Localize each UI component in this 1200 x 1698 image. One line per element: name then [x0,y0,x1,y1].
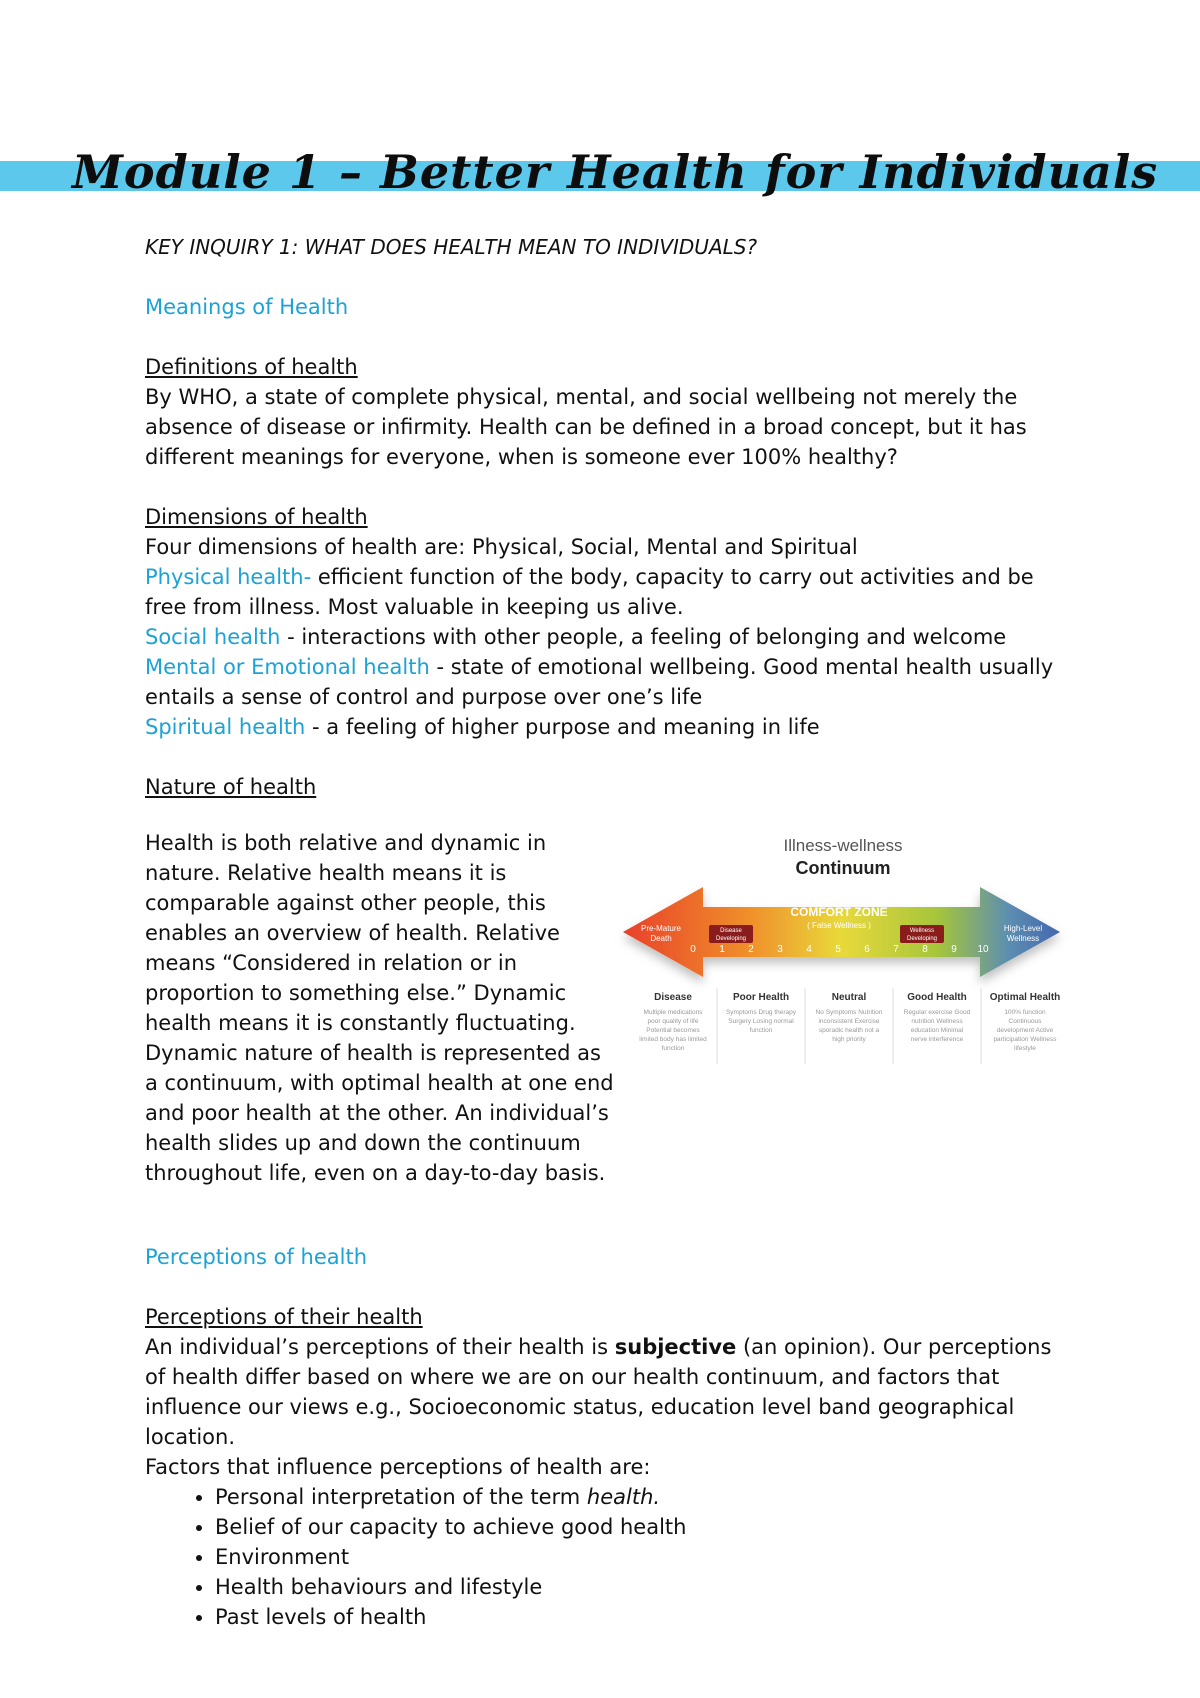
dimension-term: Physical health- [145,565,312,589]
column-description: education Minimal [910,1027,964,1034]
column-label: Poor Health [732,992,790,1003]
list-item [215,1572,1075,1602]
list-item [215,1602,1075,1632]
column-description: Continuous [1008,1018,1042,1025]
dimension-desc: - state of emotional wellbeing. Good mental health usually entails a sense of control and purpose over one’s life [145,655,1054,709]
wellness-box-label-2: Developing [906,936,938,942]
column-description: sporadic health not a [818,1027,880,1034]
dimension-term: Social health [145,625,281,649]
scale-tick-label: 1 [719,944,725,955]
factor-text: Past levels of health [215,1605,427,1629]
right-end-label-2: Wellness [1006,934,1040,943]
scale-tick-label: 2 [748,944,754,955]
disease-box-label-2: Developing [715,936,747,942]
comfort-zone-label: COMFORT ZONE [790,905,888,919]
column-description: Symptoms Drug therapy [725,1009,797,1016]
column-description: Multiple medications [643,1009,703,1016]
subheading-dimensions: Dimensions of health [145,505,368,529]
dimension-social [145,622,1075,652]
perceptions-text-a: An individual’s perceptions of their health is [145,1335,615,1359]
scale-tick-label: 10 [977,944,989,955]
perceptions-text [145,1332,1075,1452]
column-description: development Active [996,1027,1054,1034]
column-description: nerve interference [910,1036,964,1043]
column-label: Good Health [907,992,967,1003]
dimension-term: Spiritual health [145,715,306,739]
continuum-arrow [623,887,1060,977]
continuum-columns [639,988,1060,1064]
dimension-term: Mental or Emotional health [145,655,430,679]
dimension-desc: - a feeling of higher purpose and meaning in life [305,715,820,739]
figure-title-2: Continuum [795,858,891,878]
dimension-desc: efficient function of the body, capacity to carry out activities and be free from illness. Most valuable in keeping us alive. [145,565,1034,619]
section-heading-perceptions: Perceptions of health [145,1245,368,1269]
subheading-nature: Nature of health [145,775,317,799]
disease-box-label-1: Disease [720,928,742,934]
continuum-diagram [615,832,1075,1077]
subheading-perceptions-their-health: Perceptions of their health [145,1305,423,1329]
scale-tick-label: 7 [893,944,899,955]
left-end-label-2: Death [650,934,672,943]
column-description: 100% function [1004,1009,1046,1016]
scale-tick-label: 6 [864,944,870,955]
column-description: function [749,1027,773,1034]
list-item [215,1482,1075,1512]
dimensions-intro: Four dimensions of health are: Physical, Social, Mental and Spiritual [145,535,858,559]
dimension-mental [145,652,1075,712]
column-description: participation Wellness [993,1036,1057,1043]
nature-row [145,828,1075,1188]
factor-text: Environment [215,1545,350,1569]
factor-text: Personal interpretation of the term [215,1485,587,1509]
dimension-desc: - interactions with other people, a feeling of belonging and welcome [280,625,1007,649]
factors-list [145,1482,1075,1632]
perceptions-text-b: (an opinion). Our perceptions of health differ based on where we are on our health continuum, and factors that influence our views e.g., Socioeconomic status, education level band geographical location. [145,1335,1052,1449]
list-item [215,1512,1075,1542]
document-body [145,232,1075,1632]
column-description: high priority [832,1036,866,1043]
column-description: limited body has limited [639,1036,707,1043]
column-description: poor quality of life [647,1018,699,1025]
scale-tick-label: 5 [835,944,841,955]
scale-tick-label: 4 [806,944,812,955]
factor-text: Belief of our capacity to achieve good health [215,1515,687,1539]
column-description: nutrition Wellness [911,1018,963,1025]
dimension-spiritual [145,712,1075,742]
column-description: Surgery Losing normal [728,1018,794,1025]
right-end-label-1: High-Level [1003,924,1043,933]
column-label: Disease [654,992,692,1003]
key-inquiry: KEY INQUIRY 1: WHAT DOES HEALTH MEAN TO INDIVIDUALS? [145,235,758,259]
column-label: Optimal Health [989,992,1061,1003]
scale-tick-label: 3 [777,944,783,955]
illness-wellness-continuum-figure [615,832,1075,1077]
wellness-box-label-1: Wellness [909,928,935,934]
perceptions-text-bold: subjective [614,1335,737,1359]
figure-title-1: Illness-wellness [783,836,903,855]
column-label: Neutral [831,992,867,1003]
column-description: function [661,1045,685,1052]
definitions-text: By WHO, a state of complete physical, mental, and social wellbeing not merely the absence of disease or infirmity. Health can be defined in a broad concept, but it has different meanings for everyone, when is someone ever 100% healthy? [145,385,1027,469]
scale-tick-label: 0 [690,944,696,955]
false-wellness-label: ( False Wellness ) [807,921,871,930]
subheading-definitions: Definitions of health [145,355,358,379]
section-heading-meanings: Meanings of Health [145,295,349,319]
factor-italic: health. [586,1485,661,1509]
scale-tick-label: 8 [922,944,928,955]
nature-text: Health is both relative and dynamic in nature. Relative health means it is comparable against other people, this enables an overview of health. Relative means “Considered in relation or in proportion to something else.” Dynamic health means it is constantly fluctuating. Dynamic nature of health is represented as a continuum, with optimal health at one end and poor health at the other. An individual’s health slides up and down the continuum throughout life, even on a day-to-day basis. [145,831,614,1185]
column-description: inconsistent Exercise [818,1018,880,1025]
dimension-physical [145,562,1075,622]
column-description: Regular exercise Good [903,1009,971,1016]
scale-tick-label: 9 [951,944,957,955]
column-description: lifestyle [1014,1045,1036,1052]
column-description: Potential becomes [646,1027,700,1034]
column-description: No Symptoms Nutrition [815,1009,883,1016]
page-title: Module 1 – Better Health for Individuals [72,145,1159,199]
left-end-label-1: Pre-Mature [640,924,682,933]
factor-text: Health behaviours and lifestyle [215,1575,543,1599]
factors-intro: Factors that influence perceptions of health are: [145,1455,651,1479]
list-item [215,1542,1075,1572]
